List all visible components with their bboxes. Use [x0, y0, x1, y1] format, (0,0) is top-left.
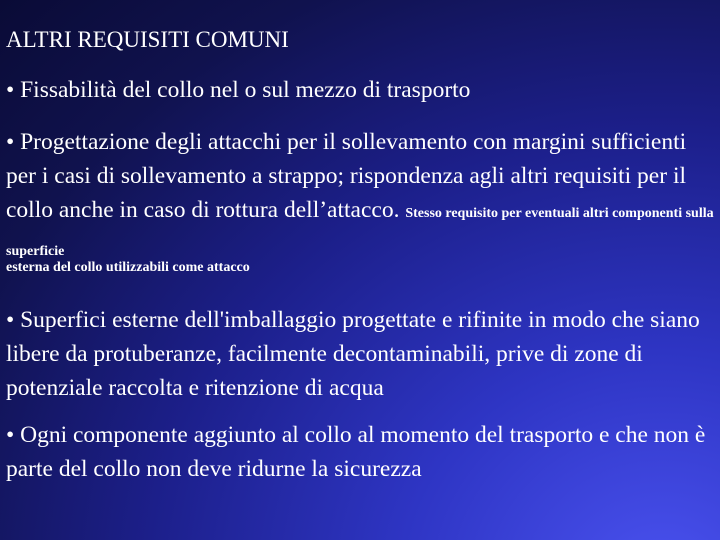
- bullet-progettazione-attacchi: [6, 125, 718, 269]
- bullet-superfici-esterne: • Superfici esterne dell'imballaggio progettate e rifinite in modo che siano libere da protuberanze, facilmente decontaminabili, prive di zone di potenziale raccolta e ritenzione di acqua: [6, 307, 700, 401]
- bullet-progettazione-text: • Progettazione degli attacchi per il sollevamento con margini sufficienti per i casi di sollevamento a strappo; rispondenza agli altri requisiti per il collo anche in caso di rottura dell’attacco.: [6, 129, 687, 223]
- slide-title: ALTRI REQUISITI COMUNI: [6, 27, 289, 52]
- note-stesso-requisito: Stesso requisito per eventuali altri componenti sulla superficie: [6, 206, 714, 259]
- note-esterna-collo: esterna del collo utilizzabili come attacco: [6, 260, 250, 275]
- bullet-fissabilita: • Fissabilità del collo nel o sul mezzo di trasporto: [6, 77, 471, 103]
- bullet-componente-aggiunto: • Ogni componente aggiunto al collo al momento del trasporto e che non è parte del collo non deve ridurne la sicurezza: [6, 422, 706, 482]
